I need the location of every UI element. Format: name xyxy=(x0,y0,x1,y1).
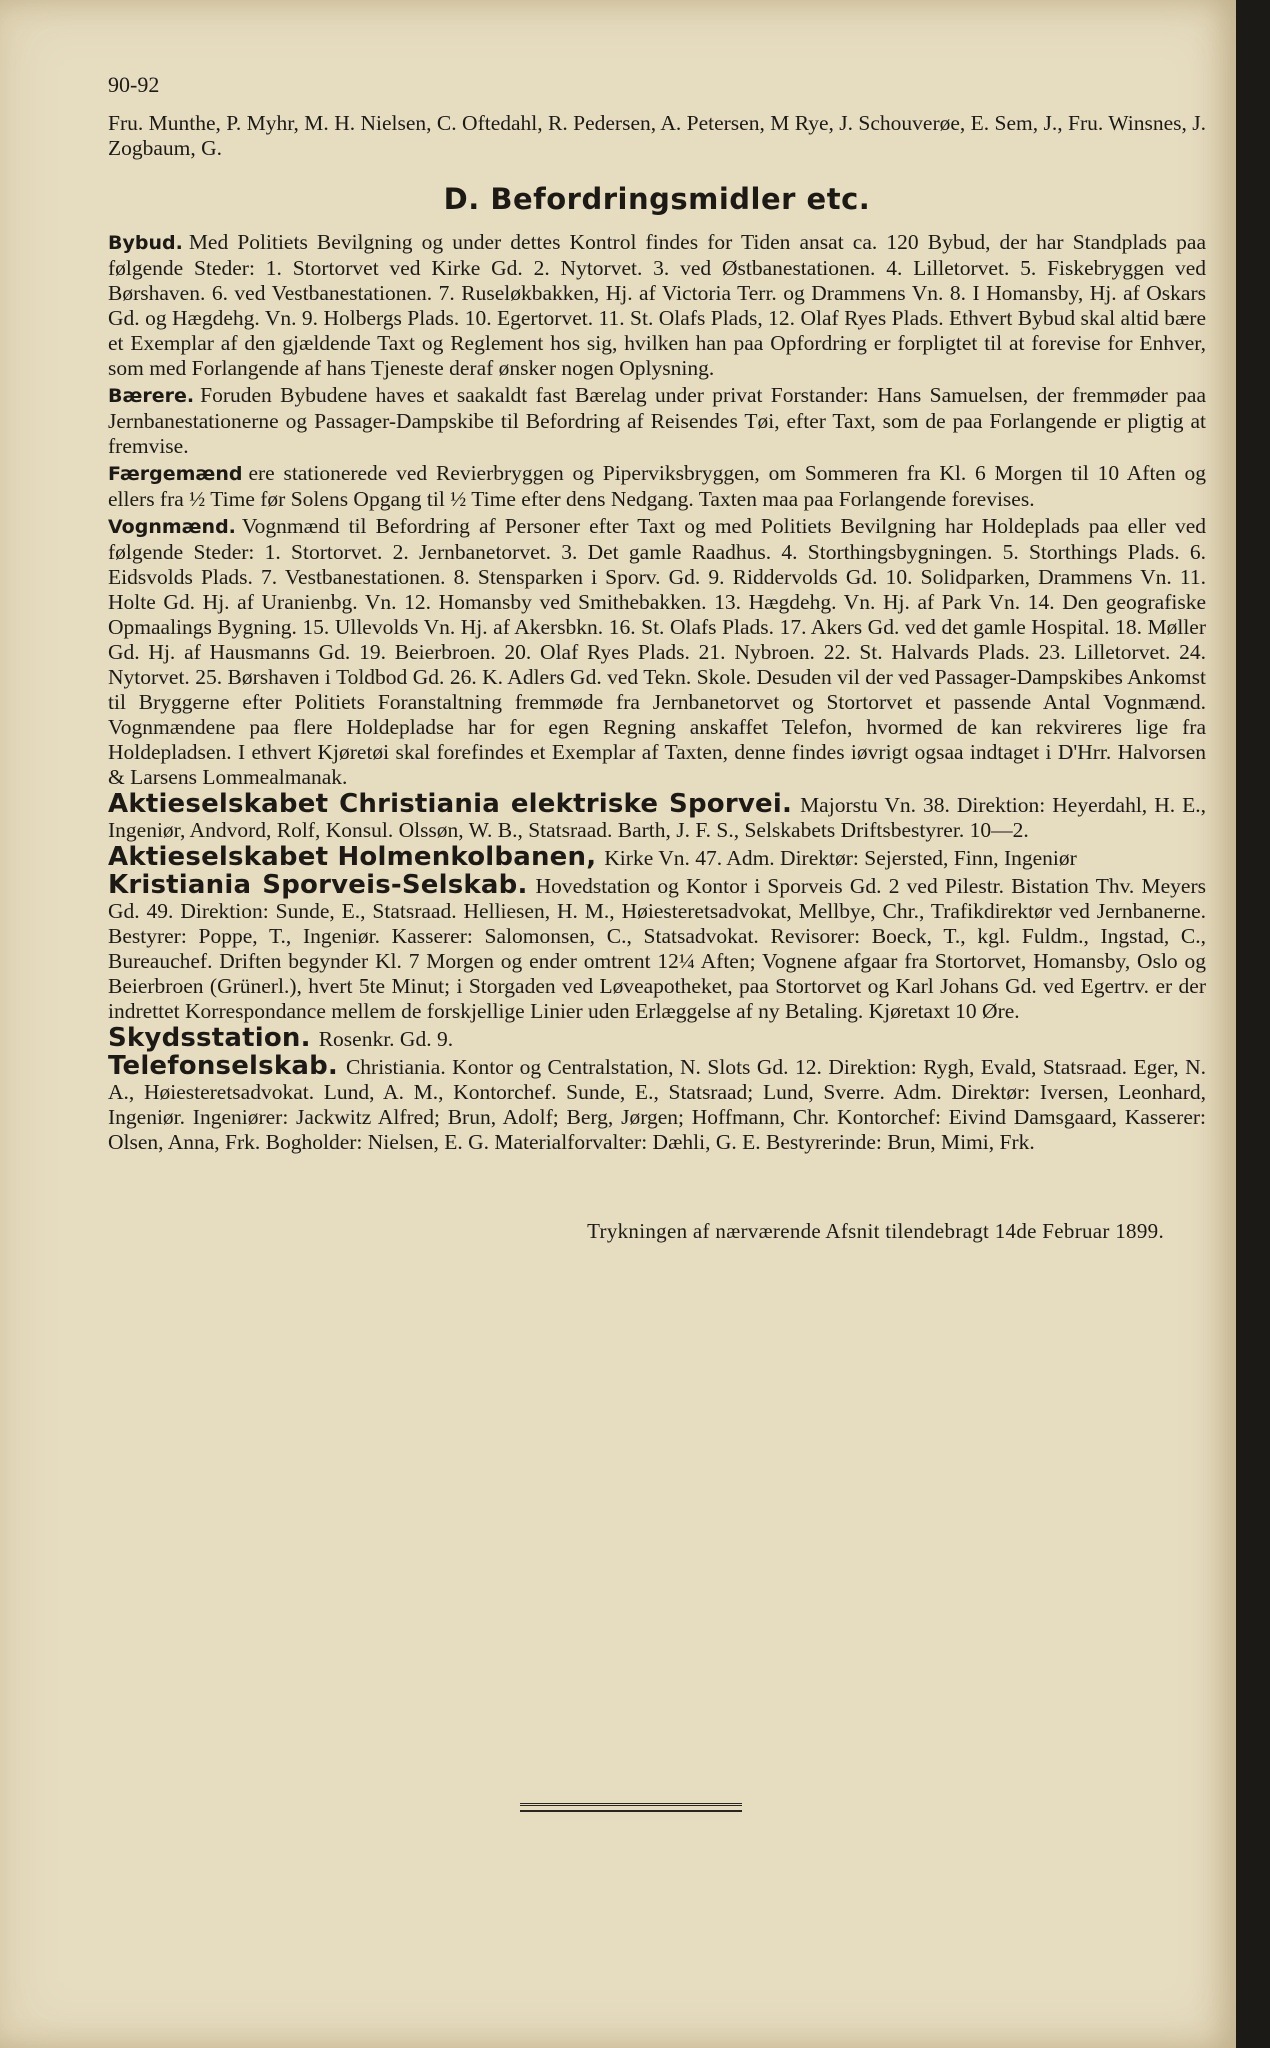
entry-sporveis-selskab xyxy=(108,870,1206,1024)
entry-text: Foruden Bybudene haves et saakaldt fast Bærelag under privat Forstander: Hans Samuelsen, der fremmøder paa Jernbanestationerne og Passager-Dampskibe til Befordring af Reisendes Tøi, efter Taxt, som de paa Forlangende er pligtig at fremvise. xyxy=(108,383,1206,458)
closing-rule xyxy=(520,1803,742,1812)
entry-elektriske-sporvei xyxy=(108,789,1206,843)
entry-text: Majorstu Vn. 38. Direktion: Heyerdahl, H. E., Ingeniør, Andvord, Rolf, Konsul. Olssøn, W. B., Statsraad. Barth, J. F. S., Selskabets Driftsbestyrer. 10—2. xyxy=(108,793,1206,842)
names-line: Fru. Munthe, P. Myhr, M. H. Nielsen, C. Oftedahl, R. Pedersen, A. Petersen, M Rye, J. Schouverøe, E. Sem, J., Fru. Winsnes, J. Zogbaum, G. xyxy=(108,111,1206,160)
entry-lead: Aktieselskabet Holmenkolbanen, xyxy=(108,842,597,872)
entry-lead: Bybud. xyxy=(108,232,183,254)
entry-text: Christiania. Kontor og Centralstation, N. Slots Gd. 12. Direktion: Rygh, Evald, Statsraad. Eger, N. A., Høiesteretsadvokat. Lund, A. M., Kontorchef. Sunde, E., Statsraad; Lund, Sverre. Adm. Direktør: Iversen, Leonhard, Ingeniør. Ingeniører: Jackwitz Alfred; Brun, Adolf; Berg, Jørgen; Hoffmann, Chr. Kontorchef: Eivind Damsgaard, Kasserer: Olsen, Anna, Frk. Bogholder: Nielsen, E. G. Materialforvalter: Dæhli, G. E. Bestyrerinde: Brun, Mimi, Frk. xyxy=(108,1055,1206,1154)
entry-lead: Aktieselskabet Christiania elektriske Sporvei. xyxy=(108,789,793,819)
entry-bybud xyxy=(108,230,1206,381)
entry-text: Vognmænd til Befordring af Personer efter Taxt og med Politiets Bevilgning har Holdeplads paa eller ved følgende Steder: 1. Stortorvet. 2. Jernbanetorvet. 3. Det gamle Raadhus. 4. Storthingsbygningen. 5. Storthings Plads. 6. Eidsvolds Plads. 7. Vestbanestationen. 8. Stensparken i Sporv. Gd. 9. Riddervolds Gd. 10. Solidparken, Drammens Vn. 11. Holte Gd. Hj. af Uranienbg. Vn. 12. Homansby ved Smithebakken. 13. Hægdehg. Vn. Hj. af Park Vn. 14. Den geografiske Opmaalings Bygning. 15. Ullevolds Vn. Hj. af Akersbkn. 16. St. Olafs Plads. 17. Akers Gd. ved det gamle Hospital. 18. Møller Gd. Hj. af Hausmanns Gd. 19. Beierbroen. 20. Olaf Ryes Plads. 21. Nybroen. 22. St. Halvards Plads. 23. Lilletorvet. 24. Nytorvet. 25. Børshaven i Toldbod Gd. 26. K. Adlers Gd. ved Tekn. Skole. Desuden vil der ved Passager-Dampskibes Ankomst til Bryggerne efter Politiets Foranstaltning fremmøde fra Jernbanetorvet og Stortorvet et passende Antal Vognmænd. Vognmændene paa flere Holdepladse har for egen Regning anskaffet Telefon, hvormed de kan rekvireres lige fra Holdepladsen. I ethvert Kjøretøi skal forefindes et Exemplar af Taxten, denne findes iøvrigt ogsaa indtaget i D'Hrr. Halvorsen & Larsens Lommealmanak. xyxy=(108,514,1206,789)
print-date-note: Trykningen af nærværende Afsnit tilendebragt 14de Februar 1899. xyxy=(587,1219,1164,1243)
section-title: D. Befordringsmidler etc. xyxy=(443,182,871,216)
entry-lead: Kristiania Sporveis-Selskab. xyxy=(108,870,528,900)
entry-baerere xyxy=(108,383,1206,459)
entry-holmenkolbanen xyxy=(108,842,1206,872)
entry-lead: Skydsstation. xyxy=(108,1023,311,1053)
entry-text: ere stationerede ved Revierbryggen og Piperviksbryggen, om Sommeren fra Kl. 6 Morgen til 10 Aften og ellers fra ½ Time før Solens Opgang til ½ Time efter dens Nedgang. Taxten maa paa Forlangende forevises. xyxy=(108,461,1206,511)
entry-faergemaend xyxy=(108,461,1206,512)
entry-lead: Telefonselskab. xyxy=(108,1051,338,1081)
entry-skydsstation xyxy=(108,1023,1206,1053)
entry-text: Hovedstation og Kontor i Sporveis Gd. 2 ved Pilestr. Bistation Thv. Meyers Gd. 49. Direktion: Sunde, E., Statsraad. Helliesen, H. M., Høiesteretsadvokat, Mellbye, Chr., Trafikdirektør ved Jernbanerne. Bestyrer: Poppe, T., Ingeniør. Kasserer: Salomonsen, C., Statsadvokat. Revisorer: Boeck, T., kgl. Fuldm., Ingstad, C., Bureauchef. Driften begynder Kl. 7 Morgen og ender omtrent 12¼ Aften; Vognene afgaar fra Stortorvet, Homansby, Oslo og Beierbroen (Grünerl.), hvert 5te Minut; i Storgaden ved Løveapotheket, paa Stortorvet og Karl Johans Gd. ved Egertrv. er der indrettet Korrespondance mellem de forskjellige Linier uden Erlæggelse af ny Betaling. Kjøretaxt 10 Øre. xyxy=(108,874,1206,1023)
entry-text: Kirke Vn. 47. Adm. Direktør: Sejersted, Finn, Ingeniør xyxy=(604,846,1077,870)
entry-vognmaend xyxy=(108,514,1206,790)
text-column xyxy=(108,72,1206,1244)
page-number: 90-92 xyxy=(108,72,160,97)
entry-text: Rosenkr. Gd. 9. xyxy=(318,1027,454,1051)
entry-telefonselskab xyxy=(108,1051,1206,1155)
entry-lead: Vognmænd. xyxy=(108,516,236,538)
entry-lead: Færgemænd xyxy=(108,463,243,485)
entry-text: Med Politiets Bevilgning og under dettes Kontrol findes for Tiden ansat ca. 120 Bybud, der har Standplads paa følgende Steder: 1. Stortorvet ved Kirke Gd. 2. Nytorvet. 3. ved Østbanestationen. 4. Lilletorvet. 5. Fiskebryggen ved Børshaven. 6. ved Vestbanestationen. 7. Ruseløkbakken, Hj. af Victoria Terr. og Drammens Vn. 8. I Homansby, Hj. af Oskars Gd. og Hægdehg. Vn. 9. Holbergs Plads. 10. Egertorvet. 11. St. Olafs Plads, 12. Olaf Ryes Plads. Ethvert Bybud skal altid bære et Exemplar af den gjældende Taxt og Reglement hos sig, hvilken han paa Opfordring er forpligtet til at forevise for Enhver, som med Forlangende af hans Tjeneste deraf ønsker nogen Oplysning. xyxy=(108,230,1206,380)
entry-lead: Bærere. xyxy=(108,385,195,407)
